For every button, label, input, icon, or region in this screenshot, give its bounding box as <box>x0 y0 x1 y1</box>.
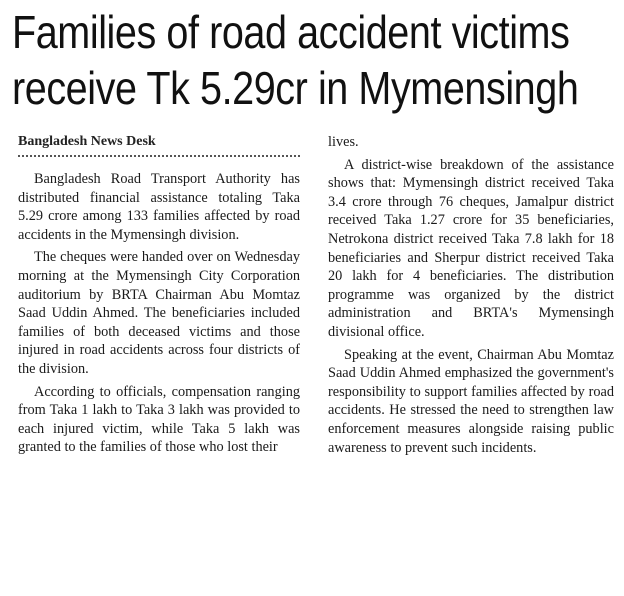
byline-divider <box>18 155 300 157</box>
article-column-right <box>328 133 614 595</box>
article-paragraph-continuation: lives. <box>328 134 359 150</box>
byline: Bangladesh News Desk <box>18 134 156 149</box>
headline-line-2: receive Tk 5.29cr in Mymensingh <box>12 62 579 114</box>
headline <box>12 4 579 116</box>
article-column-left <box>18 170 300 594</box>
article-paragraph: A district-wise breakdown of the assistance shows that: Mymensingh district received Taka 3.4 crore through 76 cheques, Jamalpur district received Taka 1.27 crore for 35 beneficiaries, Netrokona district received Taka 7.8 lakh for 18 beneficiaries and Sherpur district received Taka 20 lakh for 4 beneficiaries. The distribution programme was organized by the district administration and BRTA's Mymensingh divisional office. <box>328 156 614 340</box>
article-paragraph: Speaking at the event, Chairman Abu Momtaz Saad Uddin Ahmed emphasized the government's responsibility to support families affected by road accidents. He stressed the need to strengthen law enforcement measures alongside raising public awareness to prevent such incidents. <box>328 346 614 456</box>
article-paragraph: The cheques were handed over on Wednesday morning at the Mymensingh City Corporation auditorium by BRTA Chairman Abu Momtaz Saad Uddin Ahmed. The beneficiaries included families of both deceased victims and those injured in road accidents across four districts of the division. <box>18 249 300 377</box>
article-paragraph: According to officials, compensation ranging from Taka 1 lakh to Taka 3 lakh was provided to each injured victim, while Taka 5 lakh was granted to the families of those who lost their <box>18 383 300 456</box>
article-paragraph: Bangladesh Road Transport Authority has distributed financial assistance totaling Taka 5.29 crore among 133 families affected by road accidents in the Mymensingh division. <box>18 171 300 243</box>
headline-line-1: Families of road accident victims <box>12 6 570 58</box>
